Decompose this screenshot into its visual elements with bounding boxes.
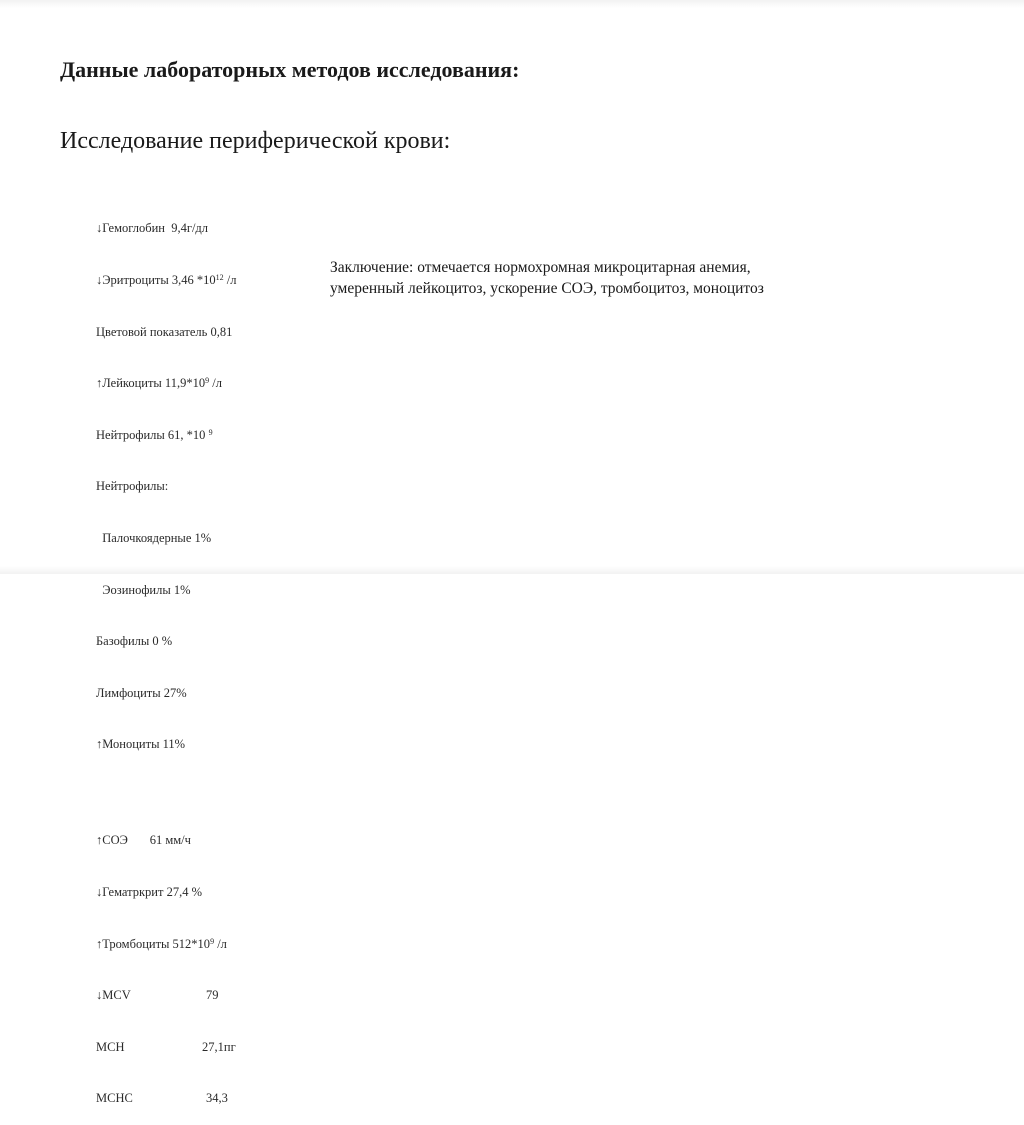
lab-text: Лимфоциты 27% [96,685,187,700]
lab-exponent: 9 [208,427,213,437]
lab-row-mch [96,1039,237,1056]
lab-text: ↓Эритроциты 3,46 *10 [96,273,216,287]
lab-text: ↑Моноциты 11% [96,737,186,752]
lab-row-eosinophils [96,582,237,599]
lab-text: Базофилы 0 % [96,634,173,649]
slide-bottom-edge [0,566,1024,574]
lab-text: ↓Гематркрит 27,4 % [96,884,202,899]
lab-text: Нейтрофилы 61, *10 [96,427,209,442]
lab-unit: /л [214,936,227,951]
lab-exponent: 9 [205,376,210,386]
lab-text: ↑СОЭ 61 мм/ч [96,833,191,848]
lab-unit: /л [223,273,237,287]
lab-value: 27,1пг [202,1039,236,1054]
lab-row-hemoglobin [96,220,237,237]
lab-text: ↓Гемоглобин 9,4г/дл [96,221,209,236]
lab-row-basophils [96,633,237,650]
lab-row-neutrophils-count [96,427,237,444]
lab-row-band-cells [96,530,237,547]
lab-row-color-index [96,324,237,341]
lab-text: Эозинофилы 1% [96,582,191,597]
conclusion-text: Заключение: отмечается нормохромная микроцитарная анемия, умеренный лейкоцитоз, ускорение СОЭ, тромбоцитоз, моноцитоз [330,259,764,297]
lab-text: ↑Тромбоциты 512*10 [96,936,211,951]
lab-row-monocytes [96,736,237,753]
slide-title: Данные лабораторных методов исследования: [60,57,520,82]
lab-row-erythrocytes [96,272,237,289]
lab-text: ↓MCV [96,988,131,1003]
lab-exponent: 9 [210,936,215,946]
lab-text: Нейтрофилы: [96,479,169,494]
lab-row-platelets [96,936,237,953]
lab-text: Палочкоядерные 1% [96,530,212,545]
lab-text: Цветовой показатель 0,81 [96,324,233,339]
lab-row-esr [96,832,237,849]
lab-row-mchc [96,1090,237,1107]
lab-unit: /л [209,376,222,391]
slide-subtitle: Исследование периферической крови: [60,128,451,154]
lab-results-list [96,186,237,1125]
lab-value: 79 [206,988,219,1003]
lab-row-hematocrit [96,884,237,901]
lab-value: 34,3 [206,1091,228,1106]
slide-top-edge [0,0,1024,8]
lab-row-lymphocytes [96,685,237,702]
lab-text: ↑Лейкоциты 11,9*10 [96,376,206,391]
lab-text: MCHC [96,1091,133,1106]
lab-row-mcv [96,987,237,1004]
lab-row-neutrophils-header [96,478,237,495]
lab-spacer [96,788,237,798]
lab-row-leukocytes [96,375,237,392]
lab-exponent: 12 [215,273,224,282]
lab-text: MCH [96,1039,125,1054]
